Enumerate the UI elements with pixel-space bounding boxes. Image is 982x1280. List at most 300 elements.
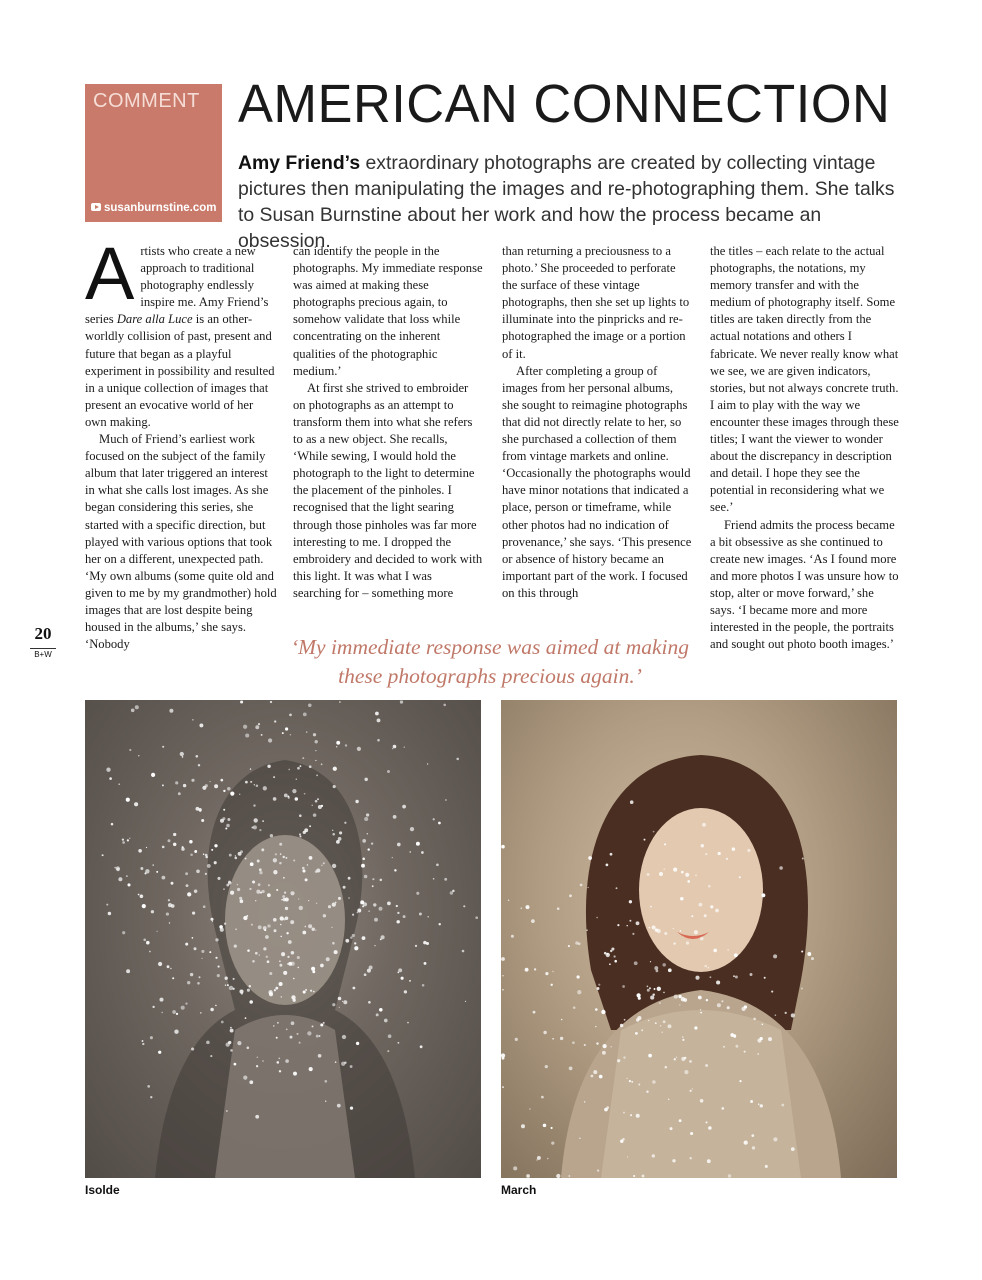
pinhole-sparkle bbox=[616, 887, 618, 889]
pinhole-sparkle bbox=[407, 1022, 409, 1024]
pinhole-sparkle bbox=[262, 1060, 264, 1062]
pinhole-sparkle bbox=[223, 809, 225, 811]
pinhole-sparkle bbox=[118, 877, 122, 881]
pinhole-sparkle bbox=[203, 853, 204, 854]
pinhole-sparkle bbox=[285, 1059, 289, 1063]
pinhole-sparkle bbox=[267, 924, 270, 927]
pinhole-sparkle bbox=[187, 892, 191, 896]
pinhole-sparkle bbox=[624, 1019, 626, 1021]
pinhole-sparkle bbox=[727, 1006, 730, 1009]
pinhole-sparkle bbox=[194, 889, 197, 892]
pinhole-sparkle bbox=[344, 822, 346, 824]
pinhole-sparkle bbox=[291, 995, 295, 999]
pinhole-sparkle bbox=[636, 993, 640, 997]
pinhole-sparkle bbox=[537, 1156, 541, 1160]
pinhole-sparkle bbox=[727, 949, 728, 950]
pinhole-sparkle bbox=[279, 982, 283, 986]
pinhole-sparkle bbox=[392, 748, 393, 749]
pinhole-sparkle bbox=[276, 1037, 278, 1039]
pinhole-sparkle bbox=[251, 924, 253, 926]
pinhole-sparkle bbox=[427, 916, 429, 918]
pinhole-sparkle bbox=[728, 1174, 731, 1177]
pinhole-sparkle bbox=[660, 1025, 662, 1027]
pinhole-sparkle bbox=[333, 785, 336, 788]
pinhole-sparkle bbox=[700, 937, 704, 941]
pinhole-sparkle bbox=[252, 960, 255, 963]
pinhole-sparkle bbox=[552, 971, 554, 973]
page-number: 20 bbox=[34, 624, 52, 643]
pinhole-sparkle bbox=[235, 855, 236, 856]
pinhole-sparkle bbox=[760, 1037, 763, 1040]
pinhole-sparkle bbox=[321, 763, 323, 765]
pinhole-sparkle bbox=[111, 823, 114, 826]
pinhole-sparkle bbox=[192, 912, 195, 915]
pinhole-sparkle bbox=[400, 700, 403, 703]
pinhole-sparkle bbox=[285, 727, 288, 730]
pinhole-sparkle bbox=[237, 888, 240, 891]
pinhole-sparkle bbox=[552, 1038, 554, 1040]
pinhole-sparkle bbox=[682, 1036, 684, 1038]
pinhole-sparkle bbox=[623, 1112, 625, 1114]
pinhole-sparkle bbox=[700, 1012, 702, 1014]
pinhole-sparkle bbox=[308, 900, 309, 901]
pinhole-sparkle bbox=[545, 1065, 548, 1068]
pinhole-sparkle bbox=[205, 873, 207, 875]
pinhole-sparkle bbox=[632, 933, 634, 935]
pinhole-sparkle bbox=[173, 843, 176, 846]
pinhole-sparkle bbox=[217, 974, 220, 977]
pinhole-sparkle bbox=[403, 915, 406, 918]
pinhole-sparkle bbox=[245, 1017, 247, 1019]
pinhole-sparkle bbox=[462, 950, 465, 953]
pinhole-sparkle bbox=[325, 1101, 326, 1102]
pinhole-sparkle bbox=[368, 910, 370, 912]
pinhole-sparkle bbox=[298, 898, 299, 899]
pinhole-sparkle bbox=[280, 853, 281, 854]
pinhole-sparkle bbox=[700, 1009, 701, 1010]
pinhole-sparkle bbox=[267, 765, 270, 768]
pinhole-sparkle bbox=[255, 900, 256, 901]
pinhole-sparkle bbox=[354, 942, 356, 944]
pinhole-sparkle bbox=[187, 981, 190, 984]
pinhole-sparkle bbox=[249, 888, 251, 890]
pinhole-sparkle bbox=[653, 831, 655, 833]
pinhole-sparkle bbox=[421, 851, 424, 854]
pinhole-sparkle bbox=[228, 881, 231, 884]
pinhole-sparkle bbox=[150, 1036, 153, 1039]
pinhole-sparkle bbox=[652, 925, 656, 929]
paragraph: than returning a preciousness to a photo.’ She proceeded to perforate the surface of these vintage photographs, then she set up lights to illuminate into the pinpricks and re-photographed the image or a portion of it. bbox=[502, 244, 690, 361]
pinhole-sparkle bbox=[384, 1019, 388, 1023]
pinhole-sparkle bbox=[550, 984, 552, 986]
pinhole-sparkle bbox=[245, 733, 249, 737]
pinhole-sparkle bbox=[106, 768, 110, 772]
website-link[interactable] bbox=[91, 202, 216, 214]
pinhole-sparkle bbox=[511, 935, 514, 938]
pinhole-sparkle bbox=[299, 833, 301, 835]
pinhole-sparkle bbox=[214, 861, 217, 864]
pinhole-sparkle bbox=[261, 890, 264, 893]
pinhole-sparkle bbox=[247, 1047, 250, 1050]
pinhole-sparkle bbox=[227, 787, 230, 790]
pinhole-sparkle bbox=[668, 968, 672, 972]
paragraph: At first she strived to embroider on photographs as an attempt to transform them into what she refers to as a new object. She recalls, ‘While sewing, I would hold the photograph to the light to determine the placement of the pinholes. I recognised that the light searing through those pinholes was far more interesting to me. I dropped the embroidery and decided to work with this light. It was what I was searching for – something more bbox=[293, 380, 483, 600]
pinhole-sparkle bbox=[273, 870, 277, 874]
pinhole-sparkle bbox=[357, 912, 359, 914]
pinhole-sparkle bbox=[320, 1024, 323, 1027]
pinhole-sparkle bbox=[751, 1134, 754, 1137]
pinhole-sparkle bbox=[288, 962, 292, 966]
pinhole-sparkle bbox=[708, 967, 709, 968]
pinhole-sparkle bbox=[138, 894, 140, 896]
pinhole-sparkle bbox=[291, 1021, 295, 1025]
pinhole-sparkle bbox=[802, 857, 804, 859]
pinhole-sparkle bbox=[247, 989, 250, 992]
pinhole-sparkle bbox=[572, 1041, 575, 1044]
pinhole-sparkle bbox=[324, 1080, 327, 1083]
pinhole-sparkle bbox=[205, 856, 207, 858]
pinhole-sparkle bbox=[150, 1096, 152, 1098]
pinhole-sparkle bbox=[332, 1003, 335, 1006]
pinhole-sparkle bbox=[630, 800, 634, 804]
pinhole-sparkle bbox=[302, 867, 305, 870]
pinhole-sparkle bbox=[234, 857, 237, 860]
pinhole-sparkle bbox=[245, 858, 247, 860]
pinhole-sparkle bbox=[591, 1075, 594, 1078]
pinhole-sparkle bbox=[306, 731, 307, 732]
pinhole-sparkle bbox=[212, 921, 213, 922]
pinhole-sparkle bbox=[533, 1011, 536, 1014]
pinhole-sparkle bbox=[274, 720, 276, 722]
pinhole-sparkle bbox=[611, 947, 614, 950]
pinhole-sparkle bbox=[174, 1030, 178, 1034]
pinhole-sparkle bbox=[599, 1075, 603, 1079]
pinhole-sparkle bbox=[694, 930, 698, 934]
pinhole-sparkle bbox=[662, 963, 665, 966]
pinhole-sparkle bbox=[300, 765, 302, 767]
pinhole-sparkle bbox=[186, 884, 189, 887]
pinhole-sparkle bbox=[650, 906, 652, 908]
pinhole-sparkle bbox=[126, 969, 130, 973]
pinhole-sparkle bbox=[229, 986, 233, 990]
pinhole-sparkle bbox=[274, 989, 276, 991]
pinhole-sparkle bbox=[355, 800, 358, 803]
pinhole-sparkle bbox=[227, 984, 229, 986]
pinhole-sparkle bbox=[142, 1043, 144, 1045]
pinhole-sparkle bbox=[705, 1121, 707, 1123]
pinhole-sparkle bbox=[273, 918, 277, 922]
pinhole-sparkle bbox=[781, 1104, 784, 1107]
paragraph: the titles – each relate to the actual photographs, the notations, my memory transfer and with the medium of photography itself. Some titles are taken directly from the actual notations and others I fabricate. We never really know what we see, we are given indicators, stories, but not always concrete truth. I aim to play with the way we encounter these images through these titles; I want the viewer to wonder about the discrepancy in description and detail. I hope they see the potential in reconsidering what we see.’ bbox=[710, 244, 899, 515]
pinhole-sparkle bbox=[162, 746, 164, 748]
pinhole-sparkle bbox=[249, 1080, 253, 1084]
pinhole-sparkle bbox=[427, 763, 428, 764]
pinhole-sparkle bbox=[265, 935, 269, 939]
pinhole-sparkle bbox=[352, 934, 355, 937]
pinhole-sparkle bbox=[279, 960, 281, 962]
pinhole-sparkle bbox=[649, 987, 651, 989]
pinhole-sparkle bbox=[584, 1101, 585, 1102]
pinhole-sparkle bbox=[226, 1110, 228, 1112]
pinhole-sparkle bbox=[246, 915, 248, 917]
pinhole-sparkle bbox=[744, 1051, 746, 1053]
pinhole-sparkle bbox=[668, 1024, 672, 1028]
pinhole-sparkle bbox=[323, 862, 325, 864]
pinhole-sparkle bbox=[626, 1078, 627, 1079]
pinhole-sparkle bbox=[401, 977, 404, 980]
pinhole-sparkle bbox=[222, 817, 225, 820]
pinhole-sparkle bbox=[602, 1044, 606, 1048]
pinhole-sparkle bbox=[698, 996, 702, 1000]
pinhole-sparkle bbox=[557, 907, 560, 910]
pinhole-sparkle bbox=[122, 838, 124, 840]
pinhole-sparkle bbox=[654, 988, 656, 990]
pinhole-sparkle bbox=[335, 1061, 337, 1063]
pinhole-sparkle bbox=[397, 972, 399, 974]
pinhole-sparkle bbox=[338, 997, 342, 1001]
pinhole-sparkle bbox=[807, 952, 811, 956]
pinhole-sparkle bbox=[665, 1066, 668, 1069]
standfirst bbox=[238, 150, 908, 254]
pinhole-sparkle bbox=[241, 992, 243, 994]
pinhole-sparkle bbox=[273, 858, 277, 862]
pinhole-sparkle bbox=[168, 899, 170, 901]
pinhole-sparkle bbox=[250, 768, 251, 769]
pinhole-sparkle bbox=[529, 1108, 531, 1110]
pinhole-sparkle bbox=[610, 853, 613, 856]
pinhole-sparkle bbox=[215, 957, 217, 959]
pinhole-sparkle bbox=[423, 941, 427, 945]
pinhole-sparkle bbox=[750, 1100, 753, 1103]
pinhole-sparkle bbox=[158, 962, 162, 966]
pinhole-sparkle bbox=[436, 863, 439, 866]
pinhole-sparkle bbox=[217, 877, 220, 880]
pinhole-sparkle bbox=[761, 893, 765, 897]
pinhole-sparkle bbox=[396, 905, 398, 907]
column-1 bbox=[85, 232, 277, 653]
pinhole-sparkle bbox=[353, 987, 356, 990]
pinhole-sparkle bbox=[210, 1055, 212, 1057]
pinhole-sparkle bbox=[339, 1007, 340, 1008]
pinhole-sparkle bbox=[168, 903, 172, 907]
pinhole-sparkle bbox=[424, 962, 427, 965]
pinhole-sparkle bbox=[209, 781, 210, 782]
pinhole-sparkle bbox=[308, 924, 312, 928]
pinhole-sparkle bbox=[312, 805, 313, 806]
pinhole-sparkle bbox=[342, 1001, 343, 1002]
pinhole-sparkle bbox=[304, 926, 306, 928]
pinhole-sparkle bbox=[620, 1024, 624, 1028]
pinhole-sparkle bbox=[315, 929, 316, 930]
pinhole-sparkle bbox=[143, 938, 146, 941]
pinhole-sparkle bbox=[664, 868, 665, 869]
pinhole-sparkle bbox=[237, 1041, 241, 1045]
pinhole-sparkle bbox=[692, 1088, 693, 1089]
pinhole-sparkle bbox=[168, 839, 171, 842]
pinhole-sparkle bbox=[281, 899, 282, 900]
pinhole-sparkle bbox=[415, 945, 417, 947]
pinhole-sparkle bbox=[580, 884, 583, 887]
pinhole-sparkle bbox=[598, 984, 600, 986]
pinhole-sparkle bbox=[142, 904, 146, 908]
pinhole-sparkle bbox=[664, 843, 666, 845]
pinhole-sparkle bbox=[230, 1029, 234, 1033]
pinhole-sparkle bbox=[152, 1006, 154, 1008]
pinhole-sparkle bbox=[224, 923, 226, 925]
pinhole-sparkle bbox=[534, 968, 536, 970]
pinhole-sparkle bbox=[277, 1061, 280, 1064]
pinhole-sparkle bbox=[463, 905, 465, 907]
pinhole-sparkle bbox=[707, 1159, 711, 1163]
pinhole-sparkle bbox=[279, 964, 282, 967]
pinhole-sparkle bbox=[396, 920, 399, 923]
pinhole-sparkle bbox=[602, 1051, 606, 1055]
pinhole-sparkle bbox=[274, 929, 277, 932]
pinhole-sparkle bbox=[502, 1086, 504, 1088]
pinhole-sparkle bbox=[760, 1104, 763, 1107]
pinhole-sparkle bbox=[630, 1114, 632, 1116]
pinhole-sparkle bbox=[253, 825, 257, 829]
pinhole-sparkle bbox=[273, 776, 275, 778]
pinhole-sparkle bbox=[162, 846, 165, 849]
pinhole-sparkle bbox=[336, 840, 340, 844]
pinhole-sparkle bbox=[254, 818, 258, 822]
pinhole-sparkle bbox=[601, 1010, 605, 1014]
pinhole-sparkle bbox=[191, 1047, 194, 1050]
play-icon bbox=[91, 203, 101, 211]
portrait-girl-illustration bbox=[85, 700, 481, 1178]
pinhole-sparkle bbox=[801, 950, 803, 952]
pinhole-sparkle bbox=[227, 818, 230, 821]
pinhole-sparkle bbox=[234, 944, 237, 947]
pinhole-sparkle bbox=[318, 1054, 322, 1058]
pinhole-sparkle bbox=[194, 947, 197, 950]
pinhole-sparkle bbox=[644, 839, 646, 841]
pinhole-sparkle bbox=[362, 858, 365, 861]
pinhole-sparkle bbox=[673, 928, 674, 929]
pinhole-sparkle bbox=[138, 849, 142, 853]
body-text: is an other-worldly collision of past, present and future that began as a playful experiment in possibility and resulted in a unique collection of images that present an evocative world of her own making. bbox=[85, 312, 275, 429]
pinhole-sparkle bbox=[647, 873, 650, 876]
pinhole-sparkle bbox=[201, 958, 202, 959]
pinhole-sparkle bbox=[595, 1026, 596, 1027]
pinhole-sparkle bbox=[367, 833, 368, 834]
pinhole-sparkle bbox=[315, 800, 318, 803]
pinhole-sparkle bbox=[508, 900, 509, 901]
pinhole-sparkle bbox=[762, 1024, 764, 1026]
pinhole-sparkle bbox=[281, 996, 283, 998]
pinhole-sparkle bbox=[410, 827, 414, 831]
pinhole-sparkle bbox=[189, 840, 192, 843]
pinhole-sparkle bbox=[629, 920, 631, 922]
column-2 bbox=[293, 243, 483, 602]
pinhole-sparkle bbox=[623, 1056, 625, 1058]
pinhole-sparkle bbox=[376, 1013, 379, 1016]
pinhole-sparkle bbox=[225, 827, 227, 829]
pinhole-sparkle bbox=[268, 990, 272, 994]
drop-cap: A bbox=[85, 232, 135, 315]
pinhole-sparkle bbox=[404, 746, 405, 747]
pinhole-sparkle bbox=[695, 976, 699, 980]
pinhole-sparkle bbox=[402, 805, 406, 809]
pinhole-sparkle bbox=[690, 1090, 692, 1092]
pinhole-sparkle bbox=[569, 1067, 573, 1071]
pinhole-sparkle bbox=[541, 1096, 544, 1099]
pinhole-sparkle bbox=[394, 869, 396, 871]
pinhole-sparkle bbox=[650, 961, 651, 962]
pinhole-sparkle bbox=[259, 868, 262, 871]
pinhole-sparkle bbox=[433, 818, 435, 820]
pinhole-sparkle bbox=[705, 1064, 708, 1067]
pinhole-sparkle bbox=[404, 990, 407, 993]
pinhole-sparkle bbox=[277, 1022, 279, 1024]
pinhole-sparkle bbox=[388, 1034, 392, 1038]
pinhole-sparkle bbox=[443, 704, 446, 707]
pinhole-sparkle bbox=[551, 1141, 554, 1144]
paragraph bbox=[85, 232, 277, 431]
pinhole-sparkle bbox=[283, 856, 285, 858]
pinhole-sparkle bbox=[290, 920, 294, 924]
pinhole-sparkle bbox=[185, 872, 188, 875]
pinhole-sparkle bbox=[279, 862, 282, 865]
paragraph: Friend admits the process became a bit obsessive as she continued to create new images. ‘As I found more and more photos I was unsure how to stop, alter or move forward,’ she says. ‘I became more and more interested in the people, the portraits and sought out photo booth images.’ bbox=[710, 517, 899, 652]
pinhole-sparkle bbox=[695, 875, 697, 877]
pinhole-sparkle bbox=[684, 1057, 686, 1059]
pinhole-sparkle bbox=[676, 1057, 677, 1058]
pinhole-sparkle bbox=[284, 891, 286, 893]
pinhole-sparkle bbox=[617, 1059, 620, 1062]
pinhole-sparkle bbox=[744, 1005, 747, 1008]
pinhole-sparkle bbox=[333, 767, 337, 771]
pinhole-sparkle bbox=[149, 951, 151, 953]
pinhole-sparkle bbox=[192, 937, 194, 939]
pinhole-sparkle bbox=[680, 897, 683, 900]
pinhole-sparkle bbox=[276, 889, 278, 891]
pinhole-sparkle bbox=[343, 1000, 347, 1004]
pinhole-sparkle bbox=[634, 961, 638, 965]
pinhole-sparkle bbox=[648, 1054, 652, 1058]
pinhole-sparkle bbox=[713, 949, 717, 953]
pinhole-sparkle bbox=[752, 1146, 755, 1149]
pinhole-sparkle bbox=[230, 1049, 233, 1052]
pinhole-sparkle bbox=[520, 907, 522, 909]
pinhole-sparkle bbox=[364, 817, 368, 821]
pinhole-sparkle bbox=[684, 1070, 688, 1074]
pinhole-sparkle bbox=[321, 805, 323, 807]
pinhole-sparkle bbox=[239, 897, 242, 900]
pinhole-sparkle bbox=[279, 843, 282, 846]
pinhole-sparkle bbox=[334, 950, 338, 954]
pinhole-sparkle bbox=[109, 777, 112, 780]
pinhole-sparkle bbox=[744, 1140, 748, 1144]
pinhole-sparkle bbox=[199, 723, 203, 727]
pinhole-sparkle bbox=[145, 869, 149, 873]
pinhole-sparkle bbox=[622, 985, 625, 988]
pinhole-sparkle bbox=[263, 786, 267, 790]
pinhole-sparkle bbox=[332, 830, 333, 831]
pinhole-sparkle bbox=[718, 852, 721, 855]
pinhole-sparkle bbox=[791, 1013, 795, 1017]
pinhole-sparkle bbox=[336, 746, 337, 747]
pinhole-sparkle bbox=[768, 1037, 772, 1041]
pinhole-sparkle bbox=[185, 943, 188, 946]
pinhole-sparkle bbox=[305, 989, 307, 991]
pinhole-sparkle bbox=[270, 701, 272, 703]
pinhole-sparkle bbox=[226, 824, 230, 828]
pinhole-sparkle bbox=[366, 813, 369, 816]
pinhole-sparkle bbox=[122, 931, 125, 934]
pinhole-sparkle bbox=[357, 747, 361, 751]
